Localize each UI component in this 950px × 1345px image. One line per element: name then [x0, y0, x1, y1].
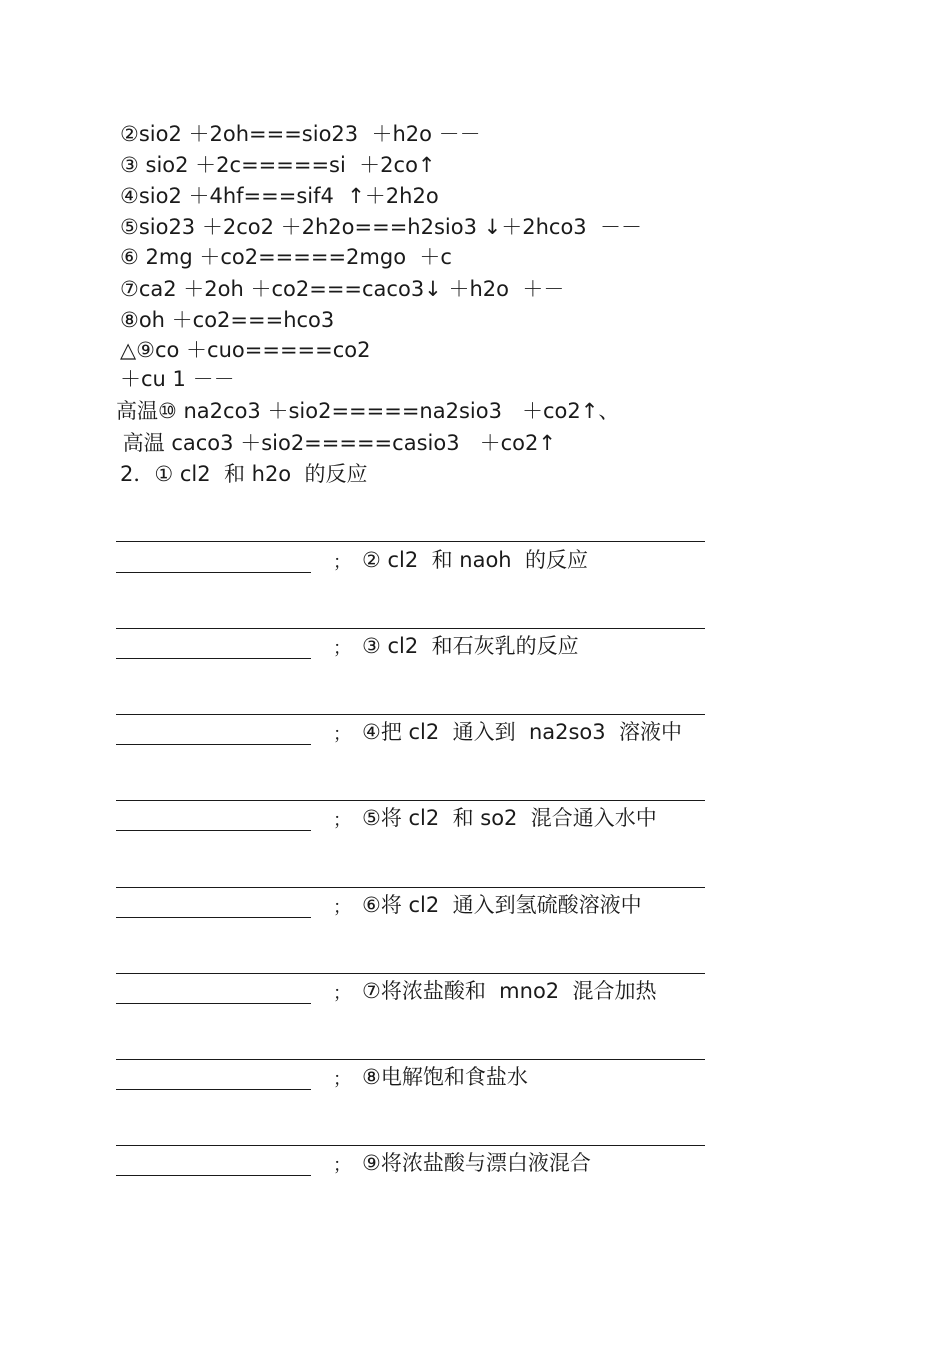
- section-heading: 2．① cl2 和 h2o 的反应: [120, 462, 368, 486]
- equation-line: ④sio2 ＋4hf===sif4 ↑＋2h2o: [120, 184, 439, 208]
- answer-line: [116, 1145, 705, 1146]
- question-item: ⑤将 cl2 和 so2 混合通入水中: [362, 806, 657, 830]
- answer-line: [116, 800, 705, 801]
- answer-line: [116, 887, 705, 888]
- question-item: ③ cl2 和石灰乳的反应: [362, 634, 579, 658]
- answer-line: [116, 1089, 311, 1090]
- answer-line: [116, 1003, 311, 1004]
- equation-line: ⑥ 2mg ＋co2=====2mgo ＋c: [120, 245, 452, 269]
- equation-line: ⑧oh ＋co2===hco3: [120, 308, 335, 332]
- answer-line: [116, 917, 311, 918]
- question-item: ④把 cl2 通入到 na2so3 溶液中: [362, 720, 682, 744]
- answer-line: [116, 572, 311, 573]
- equation-line: ⑤sio23 ＋2co2 ＋2h2o===h2sio3 ↓＋2hco3 －－: [120, 215, 643, 239]
- answer-line: [116, 1175, 311, 1176]
- separator: ；: [333, 552, 351, 573]
- answer-line: [116, 658, 311, 659]
- separator: ；: [333, 724, 351, 745]
- separator: ；: [333, 638, 351, 659]
- answer-line: [116, 714, 705, 715]
- question-item: ⑨将浓盐酸与漂白液混合: [362, 1151, 591, 1175]
- answer-line: [116, 830, 311, 831]
- separator: ；: [333, 983, 351, 1004]
- separator: ；: [333, 897, 351, 918]
- answer-line: [116, 541, 705, 542]
- equation-line: ③ sio2 ＋2c=====si ＋2co↑: [120, 153, 436, 177]
- question-item: ② cl2 和 naoh 的反应: [362, 548, 588, 572]
- answer-line: [116, 973, 705, 974]
- question-item: ⑦将浓盐酸和 mno2 混合加热: [362, 979, 657, 1003]
- separator: ；: [333, 1155, 351, 1176]
- question-item: ⑧电解饱和食盐水: [362, 1065, 528, 1089]
- separator: ；: [333, 1069, 351, 1090]
- equation-line: △⑨co ＋cuo=====co2: [120, 338, 371, 362]
- separator: ；: [333, 810, 351, 831]
- answer-line: [116, 1059, 705, 1060]
- equation-line: 高温⑩ na2co3 ＋sio2=====na2sio3 ＋co2↑、: [116, 399, 620, 423]
- answer-line: [116, 744, 311, 745]
- equation-line: ②sio2 ＋2oh===sio23 ＋h2o －－: [120, 122, 481, 146]
- question-item: ⑥将 cl2 通入到氢硫酸溶液中: [362, 893, 642, 917]
- equation-line: ⑦ca2 ＋2oh ＋co2===caco3↓ ＋h2o ＋－: [120, 277, 565, 301]
- equation-line: 高温 caco3 ＋sio2=====casio3 ＋co2↑: [116, 431, 556, 455]
- equation-line: ＋cu 1 －－: [120, 367, 235, 391]
- answer-line: [116, 628, 705, 629]
